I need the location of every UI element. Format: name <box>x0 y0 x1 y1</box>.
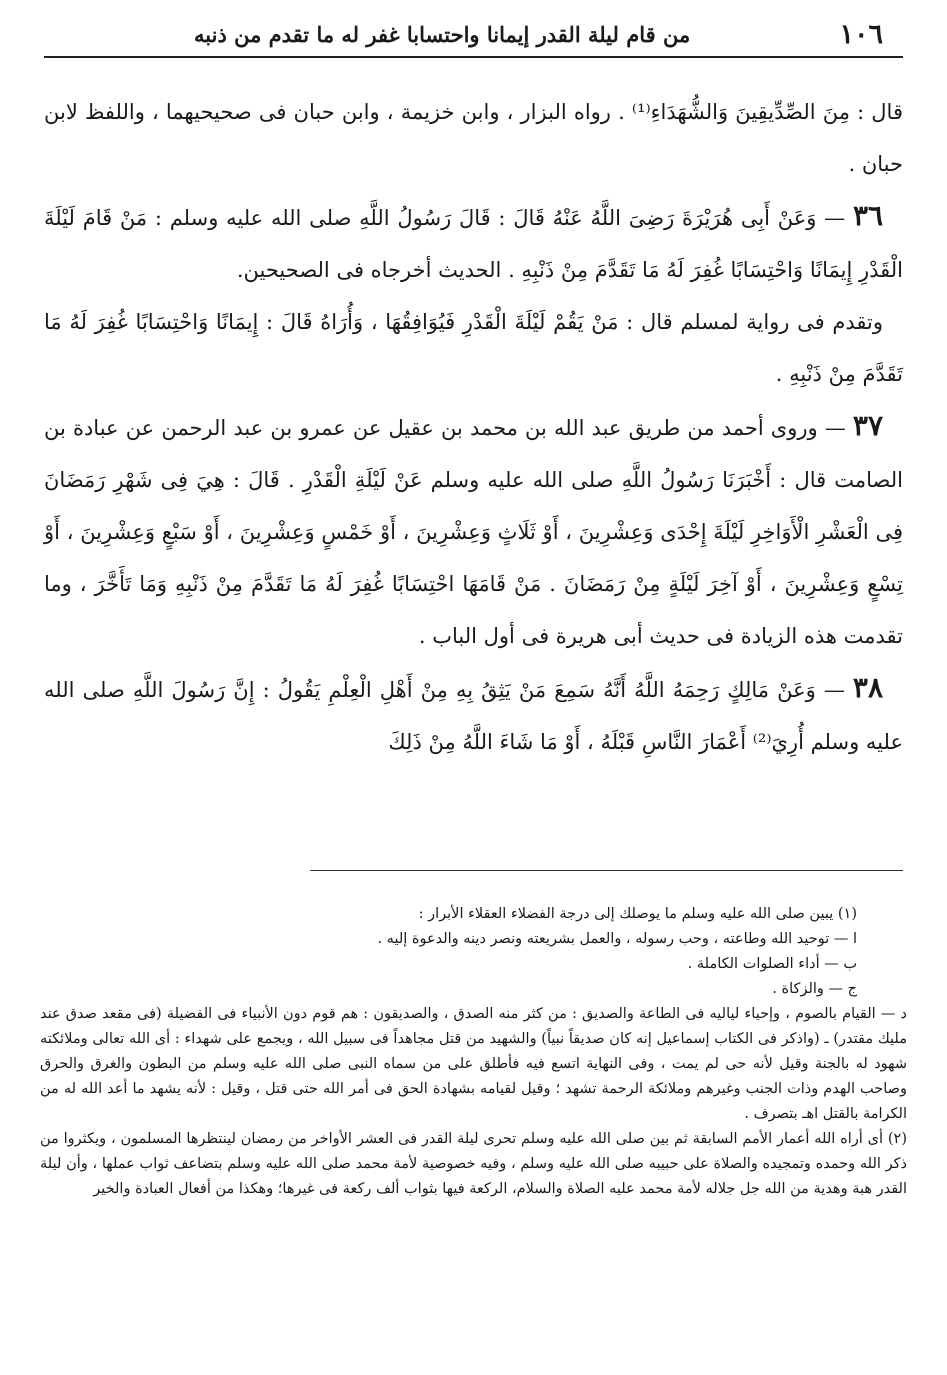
running-title: من قام ليلة القدر إيمانا واحتسابا غفر له ما تقدم من ذنبه <box>194 21 691 47</box>
footnote-separator <box>310 870 903 871</box>
hadith-37 <box>44 400 903 662</box>
hadith-number: ٣٨ <box>852 671 883 704</box>
hadith-36 <box>44 190 903 296</box>
hadith-text: — وَعَنْ أَبِى هُرَيْرَةَ رَضِىَ اللَّهُ عَنْهُ قَالَ : قَالَ رَسُولُ اللَّهِ صلى الله عليه وسلم : مَنْ قَامَ لَيْلَةَ الْقَدْرِ إِيمَانًا وَاحْتِسَابًا غُفِرَ لَهُ مَا تَقَدَّمَ مِنْ ذَنْبِهِ . الحديث أخرجاه فى الصحيحين. <box>44 206 903 282</box>
hadith-number: ٣٧ <box>852 409 883 442</box>
footnotes <box>40 902 907 1202</box>
footnote-1-item-c: ج — والزكاة . <box>772 981 857 997</box>
paragraph-1: قال : مِنَ الصِّدِّيقِينَ وَالشُّهَدَاءِ⁽¹⁾ . رواه البزار ، وابن خزيمة ، وابن حبان فى صحيحيهما ، واللفظ لابن حبان . <box>44 100 903 176</box>
hadith-text: — وَعَنْ مَالِكٍ رَحِمَهُ اللَّهُ أَنَّهُ سَمِعَ مَنْ يَثِقُ بِهِ مِنْ أَهْلِ الْعِلْمِ يَقُولُ : إِنَّ رَسُولَ اللَّهِ صلى الله عليه وسلم أُرِيَ⁽²⁾ أَعْمَارَ النَّاسِ قَبْلَهُ ، أَوْ مَا شَاءَ اللَّهُ مِنْ ذَلِكَ <box>44 678 903 754</box>
hadith-number: ٣٦ <box>852 199 884 232</box>
footnote-1-item-b: ب — أداء الصلوات الكاملة . <box>687 956 857 972</box>
main-text <box>44 86 903 768</box>
hadith-38 <box>44 662 903 768</box>
footnote-1-item-a: ا — توحيد الله وطاعته ، وحب رسوله ، والعمل بشريعته ونصر دينه والدعوة إليه . <box>377 931 857 947</box>
hadith-text: — وروى أحمد من طريق عبد الله بن محمد بن عقيل عن عمرو بن عبد الرحمن عن عبادة بن الصامت قال : أَخْبَرَنَا رَسُولُ اللَّهِ صلى الله عليه وسلم عَنْ لَيْلَةِ الْقَدْرِ . قَالَ : هِيَ فِى شَهْرِ رَمَضَانَ فِى الْعَشْرِ الْأَوَاخِرِ لَيْلَةَ إِحْدَى وَعِشْرِينَ ، أَوْ ثَلَاثٍ وَعِشْرِينَ ، أَوْ خَمْسٍ وَعِشْرِينَ ، أَوْ سَبْعٍ وَعِشْرِينَ ، أَوْ تِسْعٍ وَعِشْرِينَ ، أَوْ آخِرَ لَيْلَةٍ مِنْ رَمَضَانَ . مَنْ قَامَهَا احْتِسَابًا غُفِرَ لَهُ مَا تَقَدَّمَ مِنْ ذَنْبِهِ وَمَا تَأَخَّرَ ، وما تقدمت هذه الزيادة فى حديث أبى هريرة فى أول الباب . <box>44 416 903 648</box>
footnote-1-item-d: د — القيام بالصوم ، وإحياء لياليه فى الطاعة والصديق : من كثر منه الصدق ، والصديقون : هم قوم دون الأنبياء فى الفضيلة (فى مقعد صدق عند مليك مقتدر) ـ (واذكر فى الكتاب إسماعيل إنه كان صديقاً نبياً) والشهيد من قتل مجاهداً فى سبيل الله ، ويجمع على شهداء : أى الله تعالى وملائكته شهود له بالجنة وقيل لأنه حى لم يمت ، وفى النهاية اتسع فيه فأطلق على من سماه النبى صلى الله عليه وسلم من البطون والغرق والحرق وصاحب الهدم وذات الجنب وغيرهم وملائكة الرحمة تشهد ؛ وقيل لقيامه بشهادة الحق فى أمر الله حتى قتل ، وقيل : لأنه يشهد ما أعد الله له من الكرامة بالقتل اهـ بتصرف . <box>40 1006 907 1122</box>
page-header <box>44 12 903 58</box>
page-number: ١٠٦ <box>839 18 883 50</box>
footnote-1-intro: (١) يبين صلى الله عليه وسلم ما يوصلك إلى درجة الفضلاء العقلاء الأبرار : <box>418 906 857 922</box>
footnote-2: (٢) أى أراه الله أعمار الأمم السابقة ثم بين صلى الله عليه وسلم تحرى ليلة القدر فى العشر الأواخر من رمضان لينتظرها المسلمون ، ويكثروا من ذكر الله وحمده وتمجيده والصلاة على حبيبه صلى الله عليه وسلم ، وفيه خصوصية لأمة محمد صلى الله عليه وسلم بتضاعف ثواب عملها ، وأن ليلة القدر هبة وهدية من الله جل جلاله لأمة محمد عليه الصلاة والسلام، الركعة فيها بثواب ألف ركعة فى غيرها؛ وهكذا من أفعال العبادة والخير <box>40 1131 907 1197</box>
paragraph-2: وتقدم فى رواية لمسلم قال : مَنْ يَقُمْ لَيْلَةَ الْقَدْرِ فَيُوَافِقُهَا ، وَأُرَاهُ قَالَ : إِيمَانًا وَاحْتِسَابًا غُفِرَ لَهُ مَا تَقَدَّمَ مِنْ ذَنْبِهِ . <box>44 310 903 386</box>
